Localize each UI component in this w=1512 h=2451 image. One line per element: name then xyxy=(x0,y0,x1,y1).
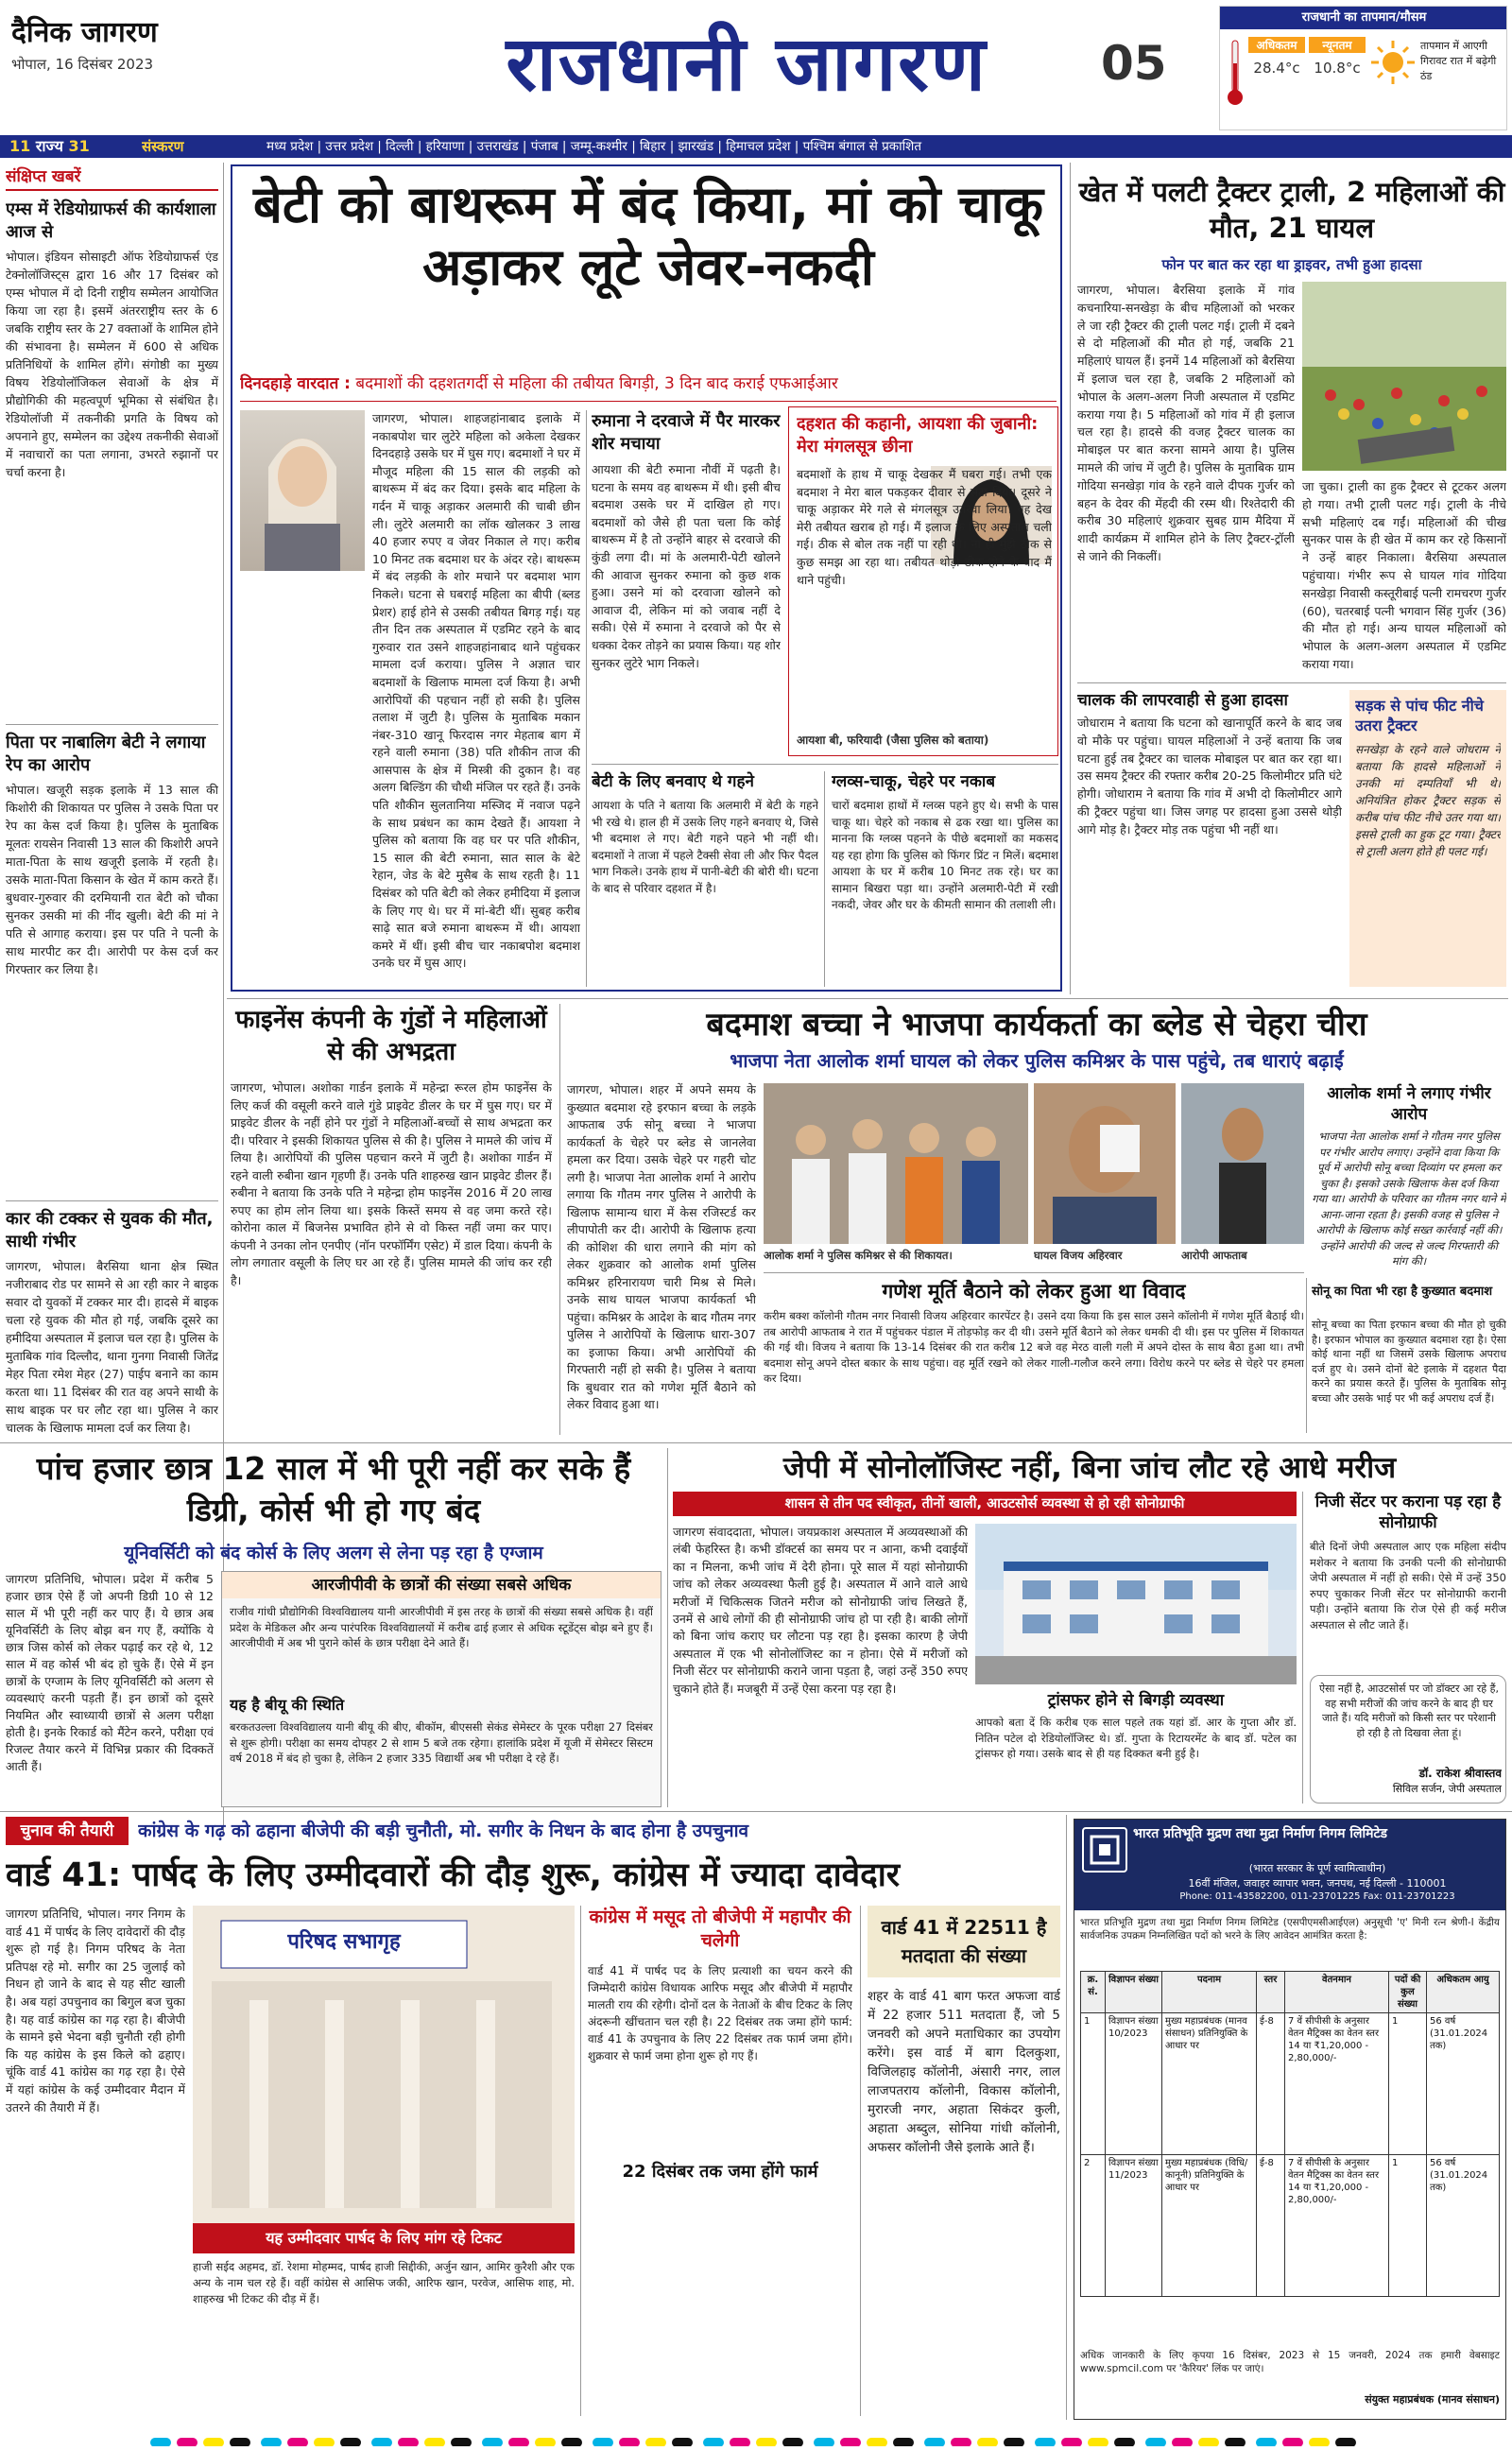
spmcil-table-wrap xyxy=(1080,1971,1500,2330)
jp-quote-role: सिविल सर्जन, जेपी अस्पताल xyxy=(1392,1783,1502,1795)
table-cell: ई-8 xyxy=(1257,2155,1285,2297)
bjp-story xyxy=(567,1004,1506,1439)
min-label: न्यूनतम xyxy=(1309,37,1366,53)
victim-photo xyxy=(240,410,365,571)
table-cell: 1 xyxy=(1081,2013,1106,2155)
jp-story xyxy=(673,1448,1506,1807)
lead-story xyxy=(231,164,1062,992)
lead-box2 xyxy=(788,406,1058,756)
states-bar xyxy=(0,135,1512,158)
spmcil-intro: भारत प्रतिभूति मुद्रण तथा मुद्रा निर्माण निगम लिमिटेड (एसपीएमसीआईएल) अनुसूची 'ए' मिनी रत्न श्रेणी-I केंद्रीय सार्वजनिक उपक्रम निम्नलिखित पदों को भरने के लिए आवेदन आमंत्रित करता है: xyxy=(1080,1917,1500,1942)
spmcil-table xyxy=(1080,1971,1500,2297)
lead-body: जागरण, भोपाल। शाहजहांनाबाद इलाके में नकाबपोश चार लुटेरे महिला को अकेला देखकर दिनदहाड़े उसके घर में घुस गए। बदमाशों ने घर में मौजूद महिला की 15 साल की लड़की को बाथरूम में बंद कर दिया। इसके बाद महिला के गर्दन में चाकू अड़ाकर अलमारी की चाबी छीन ली। लुटेरे अलमारी का लॉक खोलकर 3 लाख 40 हजार रुपए व जेवर निकाल ले गए। करीब 10 मिनट तक बदमाश घर के अंदर रहे। बाथरूम में बंद लड़की के शोर मचाने पर बदमाश भाग निकले। घटना से घबराई महिला का बीपी (ब्लड प्रेशर) हाई होने से उसकी तबीयत बिगड़ गई। यह तीन दिन तक अस्पताल में एडमिट रहने के बाद गुरुवार रात उसने शाहजहांनाबाद थाने पहुंचकर मामला दर्ज कराया। पुलिस ने अज्ञात चार बदमाशों के खिलाफ मामला दर्ज किया है। अभी आरोपियों की पहचान नहीं हो सकी है। पुलिस तलाश में जुटी है। पुलिस के मुताबिक मकान नंबर-310 खानू फिरदास नगर मेहताब बाग में रहने वाली रुमाना (38) पति शौकीन ताज की आसपास के क्षेत्र में मिस्त्री की दुकान है। वह अलग बिल्डिंग की चौथी मंजिल पर रहते हैं। उनके पति शौकीन सुलतानिया मस्जिद में नवाज पढ़ने के साथ प्रबंधन का काम देखते हैं। आयशा ने पुलिस को बताया कि वह घर पर पति शौकीन, 15 साल की बेटी रुमाना, सात साल के बेटे रेहान, जेड के बेटे मुसैब के साथ रहती है। 11 दिसंबर को पति बेटी को लेकर हमीदिया में इलाज के लिए गए थे। घर में मां-बेटी थीं। सुबह करीब साढ़े सात बजे रुमाना बाथरूम में थी। आयशा कमरे में थीं। इसी बीच चार नकाबपोश बदमाश उनके घर में घुस आए। xyxy=(372,411,580,971)
brief-item-3-title: कार की टक्कर से युवक की मौत, साथी गंभीर xyxy=(6,1209,214,1251)
election-photo-caption: यह उम्मीदवार पार्षद के लिए मांग रहे टिकट xyxy=(193,2223,575,2253)
print-color-bar xyxy=(19,2433,1493,2446)
lead-subhead: बदमाशों की दहशतगर्दी से महिला की तबीयत बिगड़ी, 3 दिन बाद कराई एफआईआर xyxy=(355,374,838,393)
bjp-photo-victim xyxy=(1034,1083,1176,1244)
lead-headline: बेटी को बाथरूम में बंद किया, मां को चाकू अड़ाकर लूटे जेवर-नकदी xyxy=(252,175,1044,297)
lead-box1-headline: रुमाना ने दरवाजे में पैर मारकर शोर मचाया xyxy=(592,411,781,454)
editions-label: संस्करण xyxy=(142,138,184,155)
brief-item-3-body: जागरण, भोपाल। बैरसिया थाना क्षेत्र स्थित नजीराबाद रोड पर सामने से आ रही कार ने बाइक सवार दो युवकों में टक्कर मार दी। हादसे में बाइक चला रहे युवक की मौत हो गई, जबकि दूसरे का हमीदिया अस्पताल में इलाज चल रहा है। पुलिस के मुताबिक गांव दिल्लौद, थाना गुनगा निवासी जितेंद्र मेहर पिता रमेश मेहर (27) पाईप बनाने का काम करता था। 11 दिसंबर की रात वह अपने साथी के साथ बाइक पर घर लौट रहा था। पुलिस ने कार चालक के खिलाफ मामला दर्ज कर लिया है। xyxy=(6,1259,218,1435)
spmcil-th: क्र. सं. xyxy=(1081,1972,1106,2013)
table-cell: 7 वें सीपीसी के अनुसार वेतन मैट्रिक्स का वेतन स्तर 14 या ₹1,20,000 - 2,80,000/- xyxy=(1285,2155,1389,2297)
jp-caption-body: आपको बता दें कि करीब एक साल पहले तक यहां डॉ. आर के गुप्ता और डॉ. नितिन पटेल दो रेडियोलॉजिस्ट थे। डॉ. गुप्ता के रिटायरमेंट के बाद डॉ. पटेल का ट्रांसफर हो गया। उसके बाद से ही यह दिक्कत बनी हुई है। xyxy=(975,1716,1297,1760)
tractor-story xyxy=(1077,164,1506,992)
univ-subhead: यूनिवर्सिटी को बंद कोर्स के लिए अलग से लेना पड़ रहा है एग्जाम xyxy=(124,1543,543,1563)
table-cell: 56 वर्ष (31.01.2024 तक) xyxy=(1427,2155,1500,2297)
lead-box2-body: बदमाशों के हाथ में चाकू देखकर मैं घबरा गई। तभी एक बदमाश ने मेरा बाल पकड़कर दीवार से सटा दिया। दूसरे ने चाकू अड़ाकर मेरे गले से मंगलसूत्र उतरवा लिया। यह देख मेरी तबीयत खराब हो गई। मैं इलाज के लिए अस्पताल चली गई। ठीक से बोल तक नहीं पा रही थी। ना ही मुझे ठीक से कुछ समझ आ रहा था। तबीयत थोड़ी ठीक होने के बाद मैं थाने पहुंची। xyxy=(797,467,1052,587)
election-body: जागरण प्रतिनिधि, भोपाल। नगर निगम के वार्ड 41 में पार्षद के लिए दावेदारों की दौड़ शुरू हो गई है। निगम परिषद के नेता प्रतिपक्ष रहे मो. सगीर का 25 जुलाई को निधन हो जाने के बाद से यह सीट खाली है। अब यहां उपचुनाव का बिगुल बज चुका है। यह वार्ड कांग्रेस का गढ़ रहा है। बीजेपी के सामने इसे भेदना बड़ी चुनौती रही होगी कि यह कांग्रेस के इस किले को ढहाए। चूंकि वार्ड 41 कांग्रेस का गढ़ रहा है। ऐसे में यहां कांग्रेस के कई उम्मीदवार मैदान में उतरने की तैयारी में हैं। xyxy=(6,1907,185,2114)
bjp-photo-commissioner xyxy=(764,1083,1028,1244)
tractor-side-body: सनखेड़ा के रहने वाले जोधराम ने बताया कि हादसे महिलाओं ने उनकी मां दम्पतियाँ भी थे। अनियंत्रित होकर ट्रैक्टर सड़क से करीब पांच फीट नीचे उतर गया था। इससे ट्राली का हुक टूट गया। ट्रैक्टर से ट्राली अलग होते ही पलट गई। xyxy=(1355,743,1501,858)
table-row xyxy=(1081,2013,1500,2155)
weather-box xyxy=(1219,6,1507,130)
max-label: अधिकतम xyxy=(1248,37,1305,53)
lead-kicker: दिनदहाड़े वारदात : xyxy=(240,374,351,393)
brief-header: संक्षिप्त खबरें xyxy=(6,164,218,191)
jp-side-body: बीते दिनों जेपी अस्पताल आए एक महिला संदीप मशेकर ने बताया कि उनकी पत्नी की सोनोग्राफी जेपी अस्पताल में नहीं हो सकी। ऐसे में उन्हें 350 रुपए चुकाकर निजी सेंटर पर सोनोग्राफी करानी पड़ी। उन्होंने बताया कि रोज ऐसे ही कई मरीज अस्पताल से लौट जाते हैं। xyxy=(1310,1540,1506,1631)
jp-quote-box xyxy=(1310,1675,1506,1804)
election-stat-body: शहर के वार्ड 41 बाग फरत अफजा वार्ड में 22 हजार 511 मतदाता हैं, जो 5 जनवरी को अपने मताधिकार का उपयोग करेंगे। इस वार्ड में बाग दिलकुशा, विजिलहाइ कॉलोनी, अंसारी नगर, लाल लाजपतराय कॉलोनी, विकास कॉलोनी, मुरारजी नगर, अहाता सिकंदर कुली, अहाता अब्दुल, सोनिया गांधी कॉलोनी, अफसर कॉलोनी जैसे इलाके आते हैं। xyxy=(868,1989,1060,2155)
lead-box4-body: चारों बदमाश हाथों में ग्लव्स पहने हुए थे। सभी के पास चाकू था। चेहरे को नकाब से ढक रखा था। पुलिस का मानना कि ग्लव्स पहनने के पीछे बदमाशों का मकसद यह रहा होगा कि पुलिस को फिंगर प्रिंट न मिलें। बदमाश आयशा के घर में करीब 10 मिनट तक रहे। घर का सामान बिखरा पड़ा था। उन्होंने अलमारी-पेटी में रखी नकदी, जेवर और घर के कीमती सामान की तलाशी ली। xyxy=(832,799,1058,911)
lead-box2-headline: दहशत की कहानी, आयशा की जुबानी: मेरा मंगलसूत्र छीना xyxy=(797,414,1039,457)
states-count xyxy=(9,135,132,158)
univ-box-title: आरजीपीवी के छात्रों की संख्या सबसे अधिक xyxy=(222,1572,661,1598)
spmcil-th: पदनाम xyxy=(1162,1972,1257,2013)
jp-side-title: निजी सेंटर पर कराना पड़ रहा है सोनोग्राफी xyxy=(1314,1493,1502,1532)
spmcil-logo xyxy=(1082,1827,1127,1873)
lead-box3-headline: बेटी के लिए बनवाए थे गहने xyxy=(592,772,754,791)
election-story xyxy=(6,1815,1060,2429)
table-cell: 56 वर्ष (31.01.2024 तक) xyxy=(1427,2013,1500,2155)
spmcil-footer: अधिक जानकारी के लिए कृपया 16 दिसंबर, 2023 से 15 जनवरी, 2024 तक हमारी वेबसाइट www.spmcil.com पर 'कैरियर' लिंक पर जाएं। xyxy=(1080,2350,1500,2374)
states-list: मध्य प्रदेश | उत्तर प्रदेश | दिल्ली | हरियाणा | उत्तराखंड | पंजाब | जम्मू-कश्मीर | बिहार | झारखंड | हिमाचल प्रदेश | पश्चिम बंगाल से प्रकाशित xyxy=(266,139,922,154)
election-sub2-title: 22 दिसंबर तक जमा होंगे फार्म xyxy=(622,2162,818,2182)
weather-title: राजधानी का तापमान/मौसम xyxy=(1220,7,1507,29)
tractor-sub2: चालक की लापरवाही से हुआ हादसा xyxy=(1077,691,1288,710)
tractor-photo xyxy=(1302,282,1506,471)
bjp-body: जागरण, भोपाल। शहर में अपने समय के कुख्यात बदमाश रहे इरफान बच्चा के लड़के आफताब उर्फ सोनू बच्चा ने भाजपा कार्यकर्ता के चेहरे पर ब्लेड से जानलेवा हमला कर दिया। उसके चेहरे पर गहरी चोट लगी है। भाजपा नेता आलोक शर्मा ने आरोप लगाया कि गौतम नगर पुलिस ने आरोपी के खिलाफ सामान्य धारा में केस रजिस्टर्ड कर लीपापोती कर दी। आरोपी के खिलाफ हत्या की कोशिश की धारा लगाने की मांग को लेकर शुक्रवार को आलोक शर्मा पुलिस कमिश्नर हरिनारायण चारी मिश्र से मिले। उनके साथ घायल भाजपा कार्यकर्ता भी पहुंचा। कमिश्नर के आदेश के बाद गौतम नगर पुलिस ने आरोपियों के खिलाफ धारा-307 का इजाफा किया। अभी आरोपियों की गिरफ्तारी नहीं हो सकी है। पुलिस ने बताया कि बुधवार रात को गणेश मूर्ति बैठाने को लेकर विवाद हुआ था। xyxy=(567,1082,756,1411)
jp-subhead: शासन से तीन पद स्वीकृत, तीनों खाली, आउटसोर्स व्यवस्था से हो रही सोनोग्राफी xyxy=(673,1492,1297,1516)
univ-bu-title: यह है बीयू की स्थिति xyxy=(230,1696,345,1714)
lead-box3-body: आयशा के पति ने बताया कि अलमारी में बेटी के गहने भी रखे थे। हाल ही में उसके लिए गहने बनवाए थे, जिसे भी बदमाश ले गए। बेटी गहने पहने भी नहीं थी। बदमाशों ने ताजा में पहले टैक्सी सेवा ली और फिर पैदल भाग निकले। उनके हाथ में पानी-बेटी की बोरी थी। घटना के बाद से परिवार दहशत में है। xyxy=(592,799,818,895)
election-headline: वार्ड 41: पार्षद के लिए उम्मीदवारों की दौड़ शुरू, कांग्रेस में ज्यादा दावेदार xyxy=(6,1856,901,1894)
table-cell: 1 xyxy=(1389,2155,1427,2297)
lead-subhead-row xyxy=(240,371,1057,397)
spmcil-th: विज्ञापन संख्या xyxy=(1106,1972,1162,2013)
tractor-side xyxy=(1349,690,1506,987)
min-temp: 10.8°c xyxy=(1314,60,1361,77)
bjp-alok-title: आलोक शर्मा ने लगाए गंभीर आरोप xyxy=(1327,1084,1491,1124)
bjp-cap1: आलोक शर्मा ने पुलिस कमिश्नर से की शिकायत। xyxy=(764,1249,953,1262)
election-sub1-body: वार्ड 41 में पार्षद पद के लिए प्रत्याशी का चयन करने की जिम्मेदारी कांग्रेस विधायक आरिफ मसूद और बीजेपी में महापौर मालती राय की रहेगी। दोनों दल के नेताओं के बीच टिकट के लिए अंदरूनी खींचतान चल रही है। 22 दिसंबर तक जमा होंगे फार्म: वार्ड 41 के उपचुनाव के लिए 22 दिसंबर तक फार्म जमा होंगे। शुक्रवार से फार्म जमा होना शुरू हो गए हैं। xyxy=(588,1964,852,2063)
election-stat-title: वार्ड 41 में 22511 है मतदाता की संख्या xyxy=(868,1906,1060,1977)
bjp-headline: बदमाश बच्चा ने भाजपा कार्यकर्ता का ब्लेड से चेहरा चीरा xyxy=(706,1006,1367,1044)
univ-bu-body: बरकतउल्ला विश्वविद्यालय यानी बीयू की बीए, बीकॉम, बीएससी सेकंड सेमेस्टर के पूरक परीक्षा 27 दिसंबर से शुरू होगी। परीक्षा का समय दोपहर 2 से शाम 5 बजे तक रहेगा। हालांकि प्रदेश में यूजी में सेमेस्टर सिस्टम वर्ष 2018 में बंद हो चुका है, लेकिन 2 हजार 335 विद्यार्थी अब भी परीक्षा दे रहे हैं। xyxy=(230,1720,653,1765)
election-sub1-title: कांग्रेस में मसूद तो बीजेपी में महापौर की चलेगी xyxy=(589,1907,851,1951)
table-cell: 1 xyxy=(1389,2013,1427,2155)
spmcil-th: स्तर xyxy=(1257,1972,1285,2013)
finance-body: जागरण, भोपाल। अशोका गार्डन इलाके में महेन्द्रा रूरल होम फाइनेंस के लिए कर्ज की वसूली करने वाले गुंडे प्राइवेट डीलर के घर में घुस गए। घर में प्राइवेट डीलर के नहीं होने पर गुंडों ने महिलाओं-बच्चों से साथ अभद्रता कर दी। परिवार ने इसकी शिकायत पुलिस से की है। पुलिस ने मामले की जांच में लिया है। आरोपियों की पुलिस पहचान करने में जुटी है। अशोका गार्डन में रहने वाली रुबीना खान गृहणी हैं। उनके पति शाहरुख खान प्राइवेट डीलर हैं। रुबीना ने बताया कि उनके पति ने महेन्द्रा होम फाइनेंस 2016 में 20 लाख रुपए का होम लोन लिया था। इसके किस्तें समय से वह जमा करते रहे। कोरोना काल में बिजनेस प्रभावित होने से वो किस्त नहीं जमा कर पाए। कंपनी ने उनका लोन एनपीए (नॉन परफॉर्मिंग एसेट) में डाल दिया। कंपनी के लोग लगातार वसूली के लिए घर आ रहे हैं। पुलिस मामले की जांच कर रही है। xyxy=(231,1080,552,1287)
bjp-subhead: भाजपा नेता आलोक शर्मा घायल को लेकर पुलिस कमिश्नर के पास पहुंचे, तब धाराएं बढ़ाईं xyxy=(730,1049,1344,1072)
brief-item-1-title: एम्स में रेडियोग्राफर्स की कार्यशाला आज से xyxy=(6,199,216,242)
table-cell: मुख्य महाप्रबंधक (मानव संसाधन) प्रतिनियुक्ति के आधार पर xyxy=(1162,2013,1257,2155)
lead-box2-caption: आयशा बी, फरियादी (जैसा पुलिस को बताया) xyxy=(797,734,989,747)
univ-story xyxy=(6,1448,662,1807)
lead-box1-body: आयशा की बेटी रुमाना नौवीं में पढ़ती है। घटना के समय वह बाथरूम में थी। इसी बीच बदमाश उसके घर में दाखिल हो गए। बदमाशों को जैसे ही पता चला कि कोई बाथरूम में है तो उन्होंने बाहर से दरवाजे की कुंडी लगा दी। मां के अलमारी-पेटी खोलने की आवाज सुनकर रुमाना को कुछ शक हुआ। उसने मां को दरवाजा खोलने को आवाज दी, लेकिन मां को जवाब नहीं दे सकी। ऐसे में रुमाना ने दरवाजे को पैर से धक्का देकर तोड़ने का प्रयास किया। यह शोर सुनकर लुटेरे भाग निकले। xyxy=(592,462,781,670)
table-cell: विज्ञापन संख्या 11/2023 xyxy=(1106,2155,1162,2297)
publication-name: दैनिक जागरण xyxy=(11,16,158,49)
spmcil-address: 16वीं मंजिल, जवाहर व्यापार भवन, जनपथ, नई दिल्ली - 110001 xyxy=(1188,1877,1447,1890)
univ-body: जागरण प्रतिनिधि, भोपाल। प्रदेश में करीब 5 हजार छात्र ऐसे हैं जो अपनी डिग्री 10 से 12 साल में भी पूरी नहीं कर पाए हैं। ये छात्र अब यूनिवर्सिटी के लिए बोझ बन गए हैं, क्योंकि ये छात्र जिस कोर्स को लेकर पढ़ाई कर रहे थे, 12 साल में वह कोर्स भी बंद हो चुके हैं। ऐसे में इन छात्रों के एग्जाम के लिए यूनिवर्सिटी को अलग से व्यवस्थाएं करनी पड़ती हैं। इन छात्रों को दूसरे नियमित और स्वाध्यायी छात्रों से अलग परीक्षा होती है। इनके रिकार्ड को मैंटेन करने, परीक्षा एवं रिजल्ट तैयार करने में विभिन्न प्रकार की दिक्कतें आती हैं। xyxy=(6,1572,214,1773)
tractor-subhead: फोन पर बात कर रहा था ड्राइवर, तभी हुआ हादसा xyxy=(1161,256,1422,273)
table-cell: मुख्य महाप्रबंधक (विधि/कानूनी) प्रतिनियुक्ति के आधार पर xyxy=(1162,2155,1257,2297)
election-photo xyxy=(193,1906,575,2253)
table-cell: विज्ञापन संख्या 10/2023 xyxy=(1106,2013,1162,2155)
election-photo-body: हाजी सईद अहमद, डॉ. रेशमा मोहम्मद, पार्षद हाजी सिद्दीकी, अर्जुन खान, आमिर कुरैशी और एक अन्य के नाम चल रहे हैं। वहीं कांग्रेस से आसिफ जकी, आरिफ खान, परवेज, आसिफ शाह, मो. शाहरुख भी टिकट की दौड़ में हैं। xyxy=(193,2260,575,2305)
spmcil-th: अधिकतम आयु xyxy=(1427,1972,1500,2013)
table-cell: 2 xyxy=(1081,2155,1106,2297)
spmcil-table-header xyxy=(1081,1972,1500,2013)
election-tag: चुनाव की तैयारी xyxy=(6,1817,129,1845)
jp-quote-by: डॉ. राकेश श्रीवास्तव xyxy=(1418,1767,1502,1780)
finance-headline: फाइनेंस कंपनी के गुंडों ने महिलाओं से की अभद्रता xyxy=(235,1006,547,1066)
masthead xyxy=(0,0,1512,132)
table-row xyxy=(1081,2155,1500,2297)
bjp-alok-body: भाजपा नेता आलोक शर्मा ने गौतम नगर पुलिस पर गंभीर आरोप लगाए। उन्होंने दावा किया कि पूर्व में आरोपी सोनू बच्चा दिव्यांग पर हमला कर चुका है। इसको उसके खिलाफ केस दर्ज किया गया था। आरोपी के परिवार का गौतम नगर थाने में आना-जाना रहता है। इसकी वजह से पुलिस ने आरोपी के खिलाफ कोई सख्त कार्रवाई नहीं की। उन्होंने आरोपी की जल्द से जल्द गिरफ्तारी की मांग की। xyxy=(1312,1130,1506,1268)
univ-headline: पांच हजार छात्र 12 साल में भी पूरी नहीं कर सके हैं डिग्री, कोर्स भी हो गए बंद xyxy=(36,1450,631,1528)
max-temp: 28.4°c xyxy=(1253,60,1300,77)
finance-story xyxy=(231,1004,552,1429)
jp-headline: जेपी में सोनोलॉजिस्ट नहीं, बिना जांच लौट रहे आधे मरीज xyxy=(782,1451,1397,1485)
spmcil-th: पदों की कुल संख्या xyxy=(1389,1972,1427,2013)
page-number: 05 xyxy=(1101,36,1167,91)
bjp-ganesh-body: करीम बक्श कॉलोनी गौतम नगर निवासी विजय अहिरवार कारपेंटर है। उसने दया किया कि इस साल उसने कॉलोनी में गणेश मूर्ति बैठाई थी। तब आरोपी आफताब ने रात में पहुंचकर पंडाल में तोड़फोड़ कर दी थी। उसने मूर्ति बैठाने को लेकर धमकी दी थी। इस पर पुलिस में शिकायत की गई थी। विजय ने बताया कि 13-14 दिसंबर की रात करीब 12 बजे वह मेरठ वाली गली में अपने दोस्त के साथ बैठा हुआ था। तभी बदमाश सोनू अपने दोस्त बकार के साथ पहुंचा। वह मूर्ति रखने को लेकर गाली-गलौज करने लगा। विरोध करने पर ब्लेड से चेहरे पर हमला कर दिया। xyxy=(764,1309,1304,1385)
jp-quote: ऐसा नहीं है, आउटसोर्स पर जो डॉक्टर आ रहे हैं, वह सभी मरीजों की जांच करने के बाद ही घर जाते हैं। यदि मरीजों को किसी स्तर पर परेशानी हो रही है तो दिखवा लेता हूं। xyxy=(1319,1683,1499,1739)
bjp-ganesh-title: गणेश मूर्ति बैठाने को लेकर हुआ था विवाद xyxy=(882,1280,1186,1303)
election-strap: कांग्रेस के गढ़ को ढहाना बीजेपी की बड़ी चुनौती, मो. सगीर के निधन के बाद होना है उपचुनाव xyxy=(138,1821,749,1841)
dateline: भोपाल, 16 दिसंबर 2023 xyxy=(11,56,154,73)
states-count-number: 11 xyxy=(9,137,31,155)
univ-box xyxy=(221,1571,662,1807)
spmcil-org-sub: (भारत सरकार के पूर्ण स्वामित्वाधीन) xyxy=(1248,1862,1386,1874)
brief-item-2-body: भोपाल। खजूरी सड़क इलाके में 13 साल की किशोरी की शिकायत पर पुलिस ने उसके पिता पर रेप का केस दर्ज किया है। पुलिस के मुताबिक मूलतः रायसेन निवासी 13 साल की किशोरी अपने माता-पिता के साथ खजूरी इलाके में रहती है। उसके माता-पिता किसान के खेत में काम करते हैं। बुधवार-गुरुवार की दरमियानी रात बेटी को चौका सुनकर उसकी मां की नींद खुली। बेटी की मां ने पति से आगाह कराया। इस पर पति ने पत्नी के साथ मारपीट कर दी। आरोपी पर केस दर्ज कर गिरफ्तार कर लिया है। xyxy=(6,783,218,976)
tractor-body: जागरण, भोपाल। बैरसिया इलाके में गांव कचनारिया-सनखेड़ा के बीच महिलाओं को भरकर ले जा रही ट्रैक्टर की ट्राली पलट गई। ट्राली में दबने से दो महिलाओं की मौत हो गई, जबकि 21 महिलाएं घायल हैं। इनमें 14 महिलाओं को बैरसिया में इलाज चल रहा है, जबकि 2 महिलाओं को भोपाल के अलग-अलग निजी अस्पताल में एडमिट कराया गया है। 5 महिलाओं को गांव में ही इलाज चल रहा है। हादसे की वजह ट्रैक्टर चालक का मोबाइल पर बात करना सामने आया है। पुलिस मामले की जांच में जुटी है। पुलिस के मुताबिक ग्राम गोदिया सनखेड़ा गांव के रहने वाले दीपक गुर्जर को बहन के देवर की मेंहदी की रस्म थी। रिश्तेदारी की करीब 30 महिलाएं शुक्रवार सुबह ग्राम मैदिया में शादी कार्यक्रम में शामिल होने के लिए ट्रैक्टर-ट्रॉली से जाने की निकलीं। xyxy=(1077,283,1295,563)
bjp-sonu-body: सोनू बच्चा का पिता इरफान बच्चा की मौत हो चुकी है। इरफान भोपाल का कुख्यात बदमाश रहा है। ऐसा कोई थाना नहीं था जिसमें उसके खिलाफ अपराध दर्ज हुए थे। उसने दोनों बेटे इलाके में दहशत पैदा करने का प्रयास करते हैं। पुलिस के मुताबिक सोनू बच्चा और उसके भाई पर भी कई अपराध दर्ज हैं। xyxy=(1312,1319,1506,1405)
election-stat-box xyxy=(868,1906,1060,2416)
bjp-photo-accused xyxy=(1181,1083,1304,1244)
tractor-caption: जा चुका। ट्राली का हुक ट्रैक्टर से टूटकर अलग हो गया। तभी ट्राली पलट गई। ट्राली के नीचे सभी महिलाएं दब गईं। महिलाओं की चीख सुनकर पास के ही खेत में काम कर रहे किसानों ने उन्हें बाहर निकाला। बैरसिया अस्पताल पहुंचाया। गंभीर रूप से घायल गांव गोदिया सनखेड़ा निवासी कस्तूरीबाई पत्नी रामचरण गुर्जर (60), चतरबाई पत्नी भगवान सिंह गुर्जर (36) की मौत हो गई। अन्य घायल महिलाओं को भोपाल के अलग-अलग अस्पताल में एडमिट कराया गया। xyxy=(1302,479,1506,671)
bjp-cap3: आरोपी आफताब xyxy=(1181,1249,1247,1262)
table-cell: ई-8 xyxy=(1257,2013,1285,2155)
spmcil-header xyxy=(1074,1820,1505,1910)
tractor-body2: जोधाराम ने बताया कि घटना को खानापूर्ति करने के बाद जब वो मौके पर पहुंचा। घायल महिलाओं ने उन्हें बताया कि जब घटना हुई तब ट्रैक्टर का चालक मोबाइल पर बात कर रहा था। उस समय ट्रैक्टर की रफ्तार करीब 20-25 किलोमीटर प्रति घंटे होगी। जोधाराम ने बताया कि गांव में अभी दो किलोमीटर आगे की ट्रैक्टर पहुंचा था। जिस जगह पर हादसा हुआ उससे थोड़ी आगे मोड़ है। ट्रैक्टर मोड़ तक पहुंचा भी नहीं था। xyxy=(1077,716,1342,837)
editions-count-number: 31 xyxy=(68,137,90,155)
jp-hospital-photo xyxy=(975,1524,1297,1684)
table-cell: 7 वें सीपीसी के अनुसार वेतन मैट्रिक्स का वेतन स्तर 14 या ₹1,20,000 - 2,80,000/- xyxy=(1285,2013,1389,2155)
election-photo-sign: परिषद सभागृह xyxy=(287,1930,401,1954)
thermometer-icon xyxy=(1228,39,1243,107)
lead-box4-headline: ग्लव्स-चाकू, चेहरे पर नकाब xyxy=(832,772,996,791)
brief-item-2-title: पिता पर नाबालिग बेटी ने लगाया रेप का आरोप xyxy=(6,733,206,775)
spmcil-org: भारत प्रतिभूति मुद्रण तथा मुद्रा निर्माण निगम लिमिटेड xyxy=(1133,1826,1388,1841)
sun-icon xyxy=(1369,39,1417,86)
tractor-headline: खेत में पलटी ट्रैक्टर ट्राली, 2 महिलाओं की मौत, 21 घायल xyxy=(1078,176,1505,244)
univ-box-body: राजीव गांधी प्रौद्योगिकी विश्वविद्यालय यानी आरजीपीवी में इस तरह के छात्रों की संख्या सबसे अधिक है। वहीं प्रदेश के मेडिकल और अन्य पारंपरिक विश्वविद्यालयों में करीब ढाई हजार से अधिक स्टूडेंट्स बोझ बने हुए हैं। आरजीपीवी में अब भी पुराने कोर्स के छात्र परीक्षा देने आते हैं। xyxy=(230,1605,653,1649)
weather-note: तापमान में आएगी गिरावट रात में बढ़ेगी ठंड xyxy=(1420,40,1497,82)
states-count-label: राज्य xyxy=(35,137,63,155)
brief-item-1-body: भोपाल। इंडियन सोसाइटी ऑफ रेडियोग्राफर्स एंड टेक्नोलॉजिस्ट्स द्वारा 16 और 17 दिसंबर को एम्स भोपाल में दो दिनी राष्ट्रीय सम्मेलन आयोजित किया जा रहा है। इसमें अंतरराष्ट्रीय स्तर के 6 जबकि राष्ट्रीय स्तर के 27 वक्ताओं के शामिल होने की संभावना है। सम्मेलन में 600 से अधिक प्रतिनिधियों के शामिल होंगे। संगोष्ठी का मुख्य विषय रेडियोलॉजिकल सेवाओं के क्षेत्र में प्रौद्योगिकी की महत्वपूर्ण भूमिका से संबंधित है। रेडियोलॉजी में तकनीकी प्रगति के विषय को अपनाने हुए, सम्मेलन का उद्देश्य तकनीकी सेवाओं में नवाचारों का पता लगाना, उभरते रुझानों पर चर्चा करना है। xyxy=(6,250,218,479)
spmcil-ad xyxy=(1074,1819,1506,2420)
bjp-alok-box xyxy=(1312,1083,1506,1278)
spmcil-th: वेतनमान xyxy=(1285,1972,1389,2013)
tractor-side-title: सड़क से पांच फीट नीचे उतरा ट्रैक्टर xyxy=(1355,697,1484,734)
spmcil-contact: Phone: 011-43582200, 011-23701225 Fax: 011-23701223 xyxy=(1179,1891,1455,1902)
jp-caption: ट्रांसफर होने से बिगड़ी व्यवस्था xyxy=(1047,1691,1225,1710)
jp-body: जागरण संवाददाता, भोपाल। जयप्रकाश अस्पताल में अव्यवस्थाओं की लंबी फेहरिस्त है। कभी डॉक्टर्स का समय पर न आना, कभी दवाईयों का न मिलना, कभी जांच में देरी होना। पूरे साल में यहां सोनोग्राफी जांच को लेकर अव्यवस्था फैली हुई है। अस्पताल में आने वाले आधे मरीजों में चिकित्सक जितने मरीज को सोनोग्राफी जांच लिखते हैं, उनमें से आधे लोगों की ही सोनोग्राफी जांच हो पा रही है। बाकी लोगों को बिना जांच कराए घर लौटना पड़ रहा है। इसका कारण है जेपी अस्पताल में एक भी सोनोलॉजिस्ट का न होना। ऐसे में मरीजों को निजी सेंटर पर सोनोग्राफी कराने जाना पड़ता है, जहां उन्हें 350 रुपए चुकाने होते हैं। मजबूरी में उन्हें ऐसा करना पड़ रहा है। xyxy=(673,1525,968,1696)
bjp-cap2: घायल विजय अहिरवार xyxy=(1034,1249,1123,1262)
bjp-sonu-title: सोनू का पिता भी रहा है कुख्यात बदमाश xyxy=(1312,1285,1493,1299)
page-title: राजधानी जागरण xyxy=(506,20,988,108)
spmcil-sign: संयुक्त महाप्रबंधक (मानव संसाधन) xyxy=(1365,2393,1500,2406)
